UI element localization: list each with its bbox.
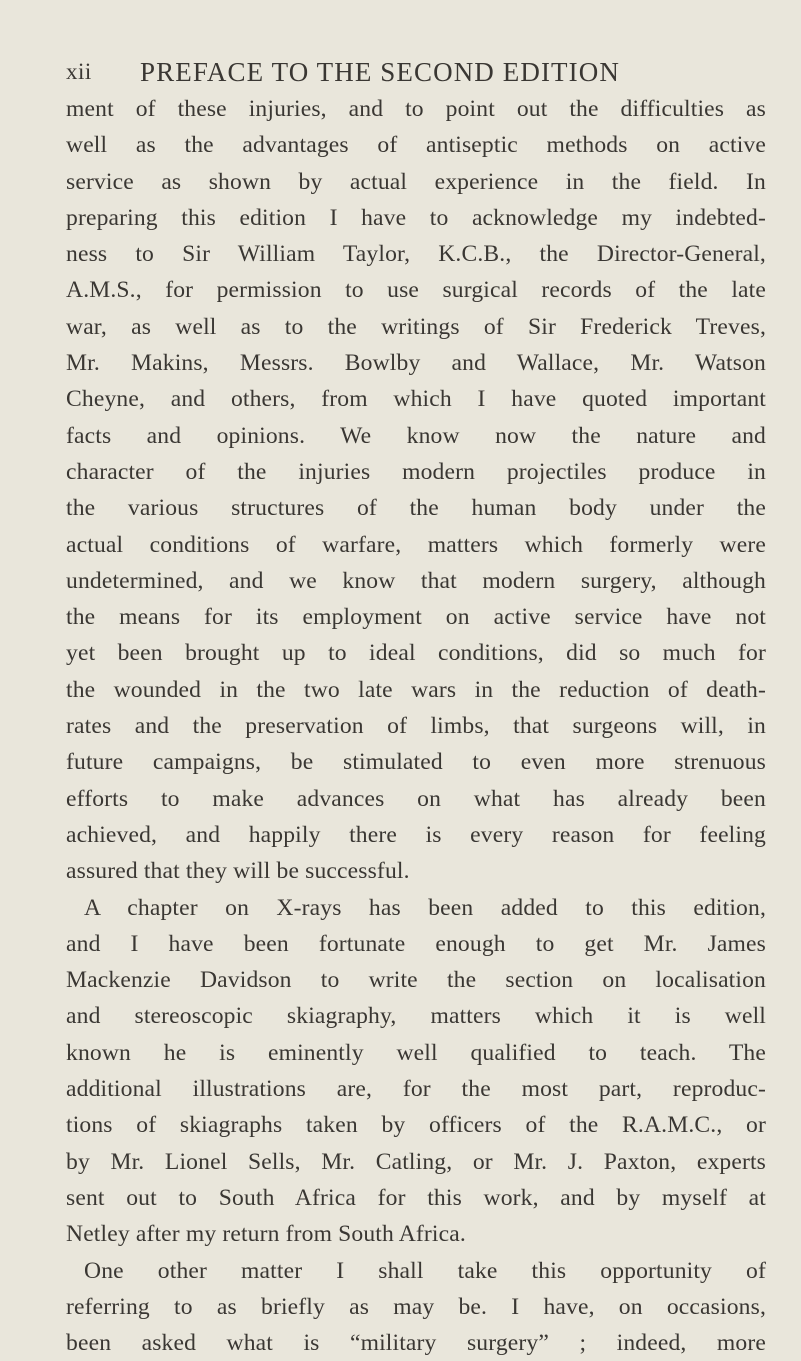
text-line: future campaigns, be stimulated to even more strenuous bbox=[66, 749, 766, 776]
text-line: facts and opinions. We know now the nature and bbox=[66, 422, 766, 449]
text-line: been asked what is “military surgery” ; indeed, more bbox=[66, 1330, 766, 1357]
text-line: tions of skiagraphs taken by officers of the R.A.M.C., or bbox=[66, 1112, 766, 1139]
text-line: additional illustrations are, for the most part, reproduc- bbox=[66, 1076, 766, 1103]
body-text bbox=[66, 91, 766, 1361]
text-line: the means for its employment on active service have not bbox=[66, 604, 766, 631]
text-line: rates and the preservation of limbs, that surgeons will, in bbox=[66, 713, 766, 740]
text-line: Mackenzie Davidson to write the section on localisation bbox=[66, 967, 766, 994]
text-line: the various structures of the human body under the bbox=[66, 495, 766, 522]
text-line: yet been brought up to ideal conditions, did so much for bbox=[66, 640, 766, 667]
text-line: ment of these injuries, and to point out the difficulties as bbox=[66, 96, 766, 122]
running-head-title: PREFACE TO THE SECOND EDITION bbox=[140, 57, 620, 87]
text-line: preparing this edition I have to acknowledge my indebted- bbox=[66, 204, 766, 231]
text-line: service as shown by actual experience in the field. In bbox=[66, 168, 766, 195]
text-line: achieved, and happily there is every reason for feeling bbox=[66, 821, 766, 848]
text-line: character of the injuries modern projectiles produce in bbox=[66, 458, 766, 485]
text-line: war, as well as to the writings of Sir Frederick Treves, bbox=[66, 313, 766, 340]
paragraph-end-line: Netley after my return from South Africa. bbox=[66, 1221, 466, 1248]
text-line: known he is eminently well qualified to teach. The bbox=[66, 1039, 766, 1066]
paragraph-start-line: A chapter on X-rays has been added to this edition, bbox=[84, 894, 766, 921]
text-line: ness to Sir William Taylor, K.C.B., the Director-General, bbox=[66, 241, 766, 268]
text-line: and stereoscopic skiagraphy, matters which it is well bbox=[66, 1003, 766, 1030]
text-line: efforts to make advances on what has already been bbox=[66, 785, 766, 812]
text-line: A.M.S., for permission to use surgical records of the late bbox=[66, 277, 766, 304]
text-line: Cheyne, and others, from which I have quoted important bbox=[66, 386, 766, 413]
text-line: by Mr. Lionel Sells, Mr. Catling, or Mr. J. Paxton, experts bbox=[66, 1148, 766, 1175]
text-line: and I have been fortunate enough to get Mr. James bbox=[66, 930, 766, 957]
text-line: the wounded in the two late wars in the reduction of death- bbox=[66, 676, 766, 703]
text-line: sent out to South Africa for this work, and by myself at bbox=[66, 1184, 766, 1211]
paragraph-end-line: assured that they will be successful. bbox=[66, 858, 410, 885]
page-number: xii bbox=[66, 59, 92, 84]
paragraph-start-line: One other matter I shall take this opportunity of bbox=[84, 1257, 766, 1284]
text-line: well as the advantages of antiseptic methods on active bbox=[66, 132, 766, 159]
text-line: Mr. Makins, Messrs. Bowlby and Wallace, Mr. Watson bbox=[66, 350, 766, 377]
running-head bbox=[66, 50, 766, 94]
text-line: referring to as briefly as may be. I have, on occasions, bbox=[66, 1293, 766, 1320]
text-line: undetermined, and we know that modern surgery, although bbox=[66, 567, 766, 594]
text-line: actual conditions of warfare, matters which formerly were bbox=[66, 531, 766, 558]
